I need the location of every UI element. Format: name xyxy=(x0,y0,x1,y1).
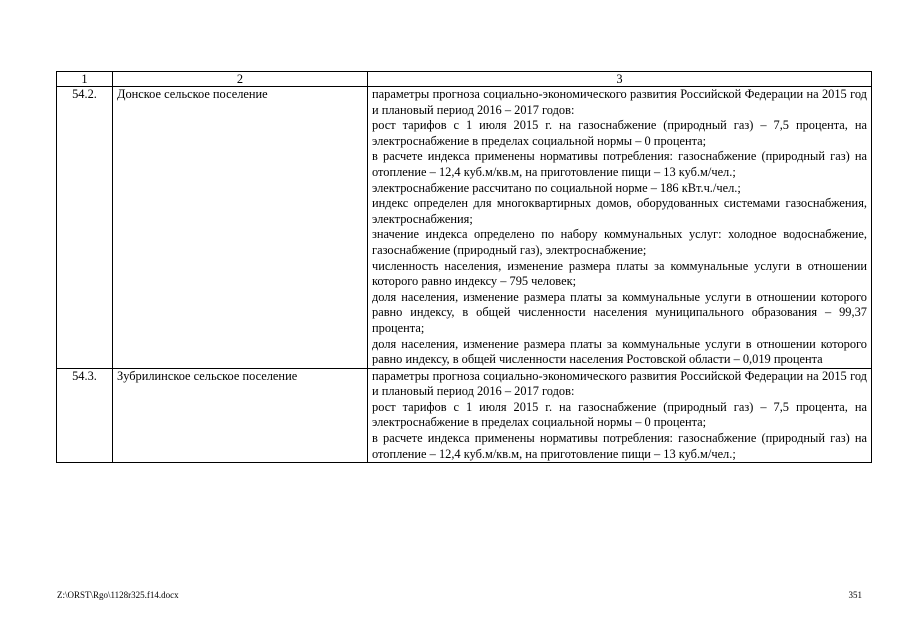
header-col-1: 1 xyxy=(57,72,113,87)
description-cell xyxy=(368,368,872,463)
row-number: 54.2. xyxy=(57,87,113,369)
description-paragraph: доля населения, изменение размера платы за коммунальные услуги в отношении которого равно индексу, в общей численности населения Ростовской области – 0,019 процента xyxy=(372,336,867,367)
settlement-name: Зубрилинское сельское поселение xyxy=(113,368,368,463)
description-paragraph: значение индекса определено по набору коммунальных услуг: холодное водоснабжение, газоснабжение (природный газ), электроснабжение; xyxy=(372,227,867,257)
description-paragraph: параметры прогноза социально-экономического развития Российской Федерации на 2015 год и плановый период 2016 – 2017 годов: xyxy=(372,368,867,399)
description-paragraph: рост тарифов с 1 июля 2015 г. на газоснабжение (природный газ) – 7,5 процента, на электроснабжение в пределах социальной нормы – 0 процента; xyxy=(372,399,867,430)
footer-file-path: Z:\ORST\Rgo\1128r325.f14.docx xyxy=(57,590,179,600)
description-paragraph: параметры прогноза социально-экономического развития Российской Федерации на 2015 год и плановый период 2016 – 2017 годов: xyxy=(372,87,867,117)
description-paragraph: в расчете индекса применены нормативы потребления: газоснабжение (природный газ) на отопление – 12,4 куб.м/кв.м, на приготовление пищи – 13 куб.м/чел.; xyxy=(372,431,867,461)
row-number: 54.3. xyxy=(57,368,113,463)
description-paragraph: численность населения, изменение размера платы за коммунальные услуги в отношении которого равно индексу – 795 человек; xyxy=(372,258,867,289)
settlement-name: Донское сельское поселение xyxy=(113,87,368,369)
description-cell xyxy=(368,87,872,369)
description-paragraph: рост тарифов с 1 июля 2015 г. на газоснабжение (природный газ) – 7,5 процента, на электроснабжение в пределах социальной нормы – 0 процента; xyxy=(372,118,867,148)
description-paragraph: доля населения, изменение размера платы за коммунальные услуги в отношении которого равно индексу, в общей численности населения муниципального образования – 99,37 процента; xyxy=(372,289,867,335)
table-row xyxy=(57,368,872,463)
header-col-3: 3 xyxy=(368,72,872,87)
description-paragraph: в расчете индекса применены нормативы потребления: газоснабжение (природный газ) на отопление – 12,4 куб.м/кв.м, на приготовление пищи – 13 куб.м/чел.; xyxy=(372,149,867,179)
description-paragraph: электроснабжение рассчитано по социальной норме – 186 кВт.ч./чел.; xyxy=(372,180,741,195)
table-row xyxy=(57,87,872,369)
document-table xyxy=(56,71,872,463)
header-row xyxy=(57,72,872,87)
header-col-2: 2 xyxy=(113,72,368,87)
footer-page-number: 351 xyxy=(848,590,862,600)
description-paragraph: индекс определен для многоквартирных домов, оборудованных системами газоснабжения, электроснабжения; xyxy=(372,196,867,226)
